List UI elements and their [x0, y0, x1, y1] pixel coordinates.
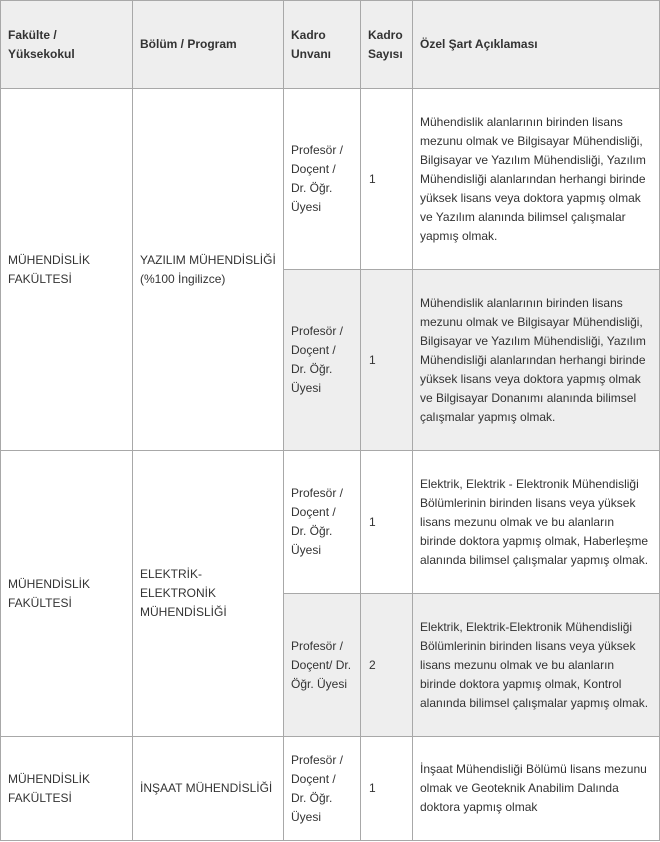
description-cell: Elektrik, Elektrik-Elektronik Mühendisliği Bölümlerinin birinden lisans veya yüksek lisans mezunu olmak ve bu alanların birinde doktora yapmış olmak, Kontrol alanında bilimsel çalışmalar yapmış olmak. [413, 594, 660, 737]
title-cell: Profesör / Doçent / Dr. Öğr. Üyesi [284, 451, 361, 594]
count-cell: 1 [361, 89, 413, 270]
faculty-cell: MÜHENDİSLİK FAKÜLTESİ [1, 451, 133, 737]
table-row [1, 89, 660, 270]
description-cell: Elektrik, Elektrik - Elektronik Mühendisliği Bölümlerinin birinden lisans veya yüksek lisans mezunu olmak ve bu alanların birinde doktora yapmış olmak, Haberleşme alanında bilimsel çalışmalar yapmış olmak. [413, 451, 660, 594]
count-cell: 2 [361, 594, 413, 737]
title-cell: Profesör / Doçent / Dr. Öğr. Üyesi [284, 89, 361, 270]
count-cell: 1 [361, 451, 413, 594]
description-cell: Mühendislik alanlarının birinden lisans mezunu olmak ve Bilgisayar Mühendisliği, Bilgisayar ve Yazılım Mühendisliği, Yazılım Mühendisliği alanlarından herhangi birinde yüksek lisans veya doktora yapmış olmak ve Bilgisayar Donanımı alanında bilimsel çalışmalar yapmış olmak. [413, 270, 660, 451]
faculty-cell: MÜHENDİSLİK FAKÜLTESİ [1, 737, 133, 841]
table-row [1, 737, 660, 841]
title-cell: Profesör / Doçent / Dr. Öğr. Üyesi [284, 270, 361, 451]
header-faculty: Fakülte / Yüksekokul [1, 1, 133, 89]
count-cell: 1 [361, 270, 413, 451]
title-cell: Profesör / Doçent / Dr. Öğr. Üyesi [284, 737, 361, 841]
department-cell: YAZILIM MÜHENDİSLİĞİ (%100 İngilizce) [133, 89, 284, 451]
description-cell: İnşaat Mühendisliği Bölümü lisans mezunu olmak ve Geoteknik Anabilim Dalında doktora yapmış olmak [413, 737, 660, 841]
department-cell: İNŞAAT MÜHENDİSLİĞİ [133, 737, 284, 841]
header-description: Özel Şart Açıklaması [413, 1, 660, 89]
title-cell: Profesör / Doçent/ Dr. Öğr. Üyesi [284, 594, 361, 737]
header-count: Kadro Sayısı [361, 1, 413, 89]
faculty-cell: MÜHENDİSLİK FAKÜLTESİ [1, 89, 133, 451]
header-department: Bölüm / Program [133, 1, 284, 89]
description-cell: Mühendislik alanlarının birinden lisans mezunu olmak ve Bilgisayar Mühendisliği, Bilgisayar ve Yazılım Mühendisliği, Yazılım Mühendisliği alanlarından herhangi birinde yüksek lisans veya doktora yapmış olmak ve Yazılım alanında bilimsel çalışmalar yapmış olmak. [413, 89, 660, 270]
department-cell: ELEKTRİK-ELEKTRONİK MÜHENDİSLİĞİ [133, 451, 284, 737]
count-cell: 1 [361, 737, 413, 841]
header-row [1, 1, 660, 89]
table-row [1, 451, 660, 594]
header-title: Kadro Unvanı [284, 1, 361, 89]
